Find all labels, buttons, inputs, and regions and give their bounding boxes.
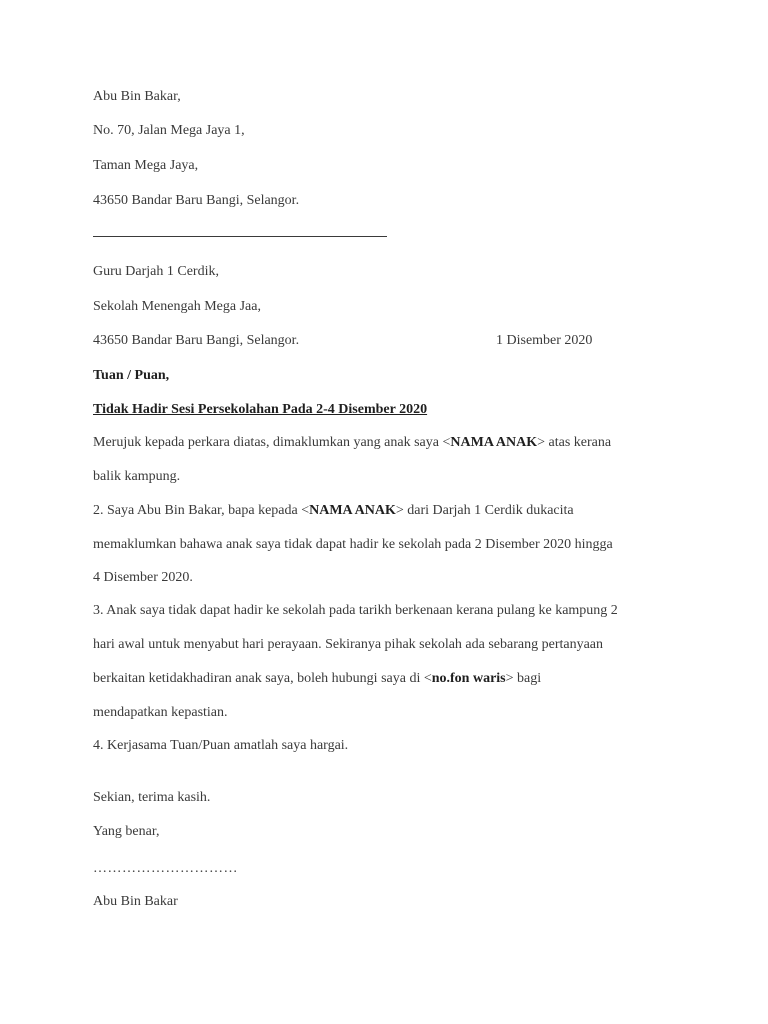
separator-line [93,236,387,237]
sender-address-line-1: No. 70, Jalan Mega Jaya 1, [93,123,245,138]
guardian-phone-placeholder: no.fon waris [431,671,506,686]
signature-line: ………………………… [93,861,238,876]
signer-name: Abu Bin Bakar [93,894,178,909]
recipient-line-2: Sekolah Menengah Mega Jaa, [93,299,261,314]
paragraph-1-line-2: balik kampung. [93,469,181,484]
sender-address-line-3: 43650 Bandar Baru Bangi, Selangor. [93,193,300,208]
closing-yours: Yang benar, [93,824,160,839]
paragraph-1-line-1: Merujuk kepada perkara diatas, dimaklumkan yang anak saya <NAMA ANAK> atas kerana [93,435,612,450]
sender-address-line-2: Taman Mega Jaya, [93,158,199,173]
recipient-line-3: 43650 Bandar Baru Bangi, Selangor. [93,333,300,348]
letter-date: 1 Disember 2020 [496,333,593,348]
paragraph-4: 4. Kerjasama Tuan/Puan amatlah saya hargai. [93,738,349,753]
paragraph-3-line-1: 3. Anak saya tidak dapat hadir ke sekolah pada tarikh berkenaan kerana pulang ke kampung 2 [93,603,618,618]
salutation: Tuan / Puan, [93,368,170,383]
paragraph-3-line-3: berkaitan ketidakhadiran anak saya, boleh hubungi saya di <no.fon waris> bagi [93,671,542,686]
paragraph-3-line-4: mendapatkan kepastian. [93,705,228,720]
sender-name: Abu Bin Bakar, [93,89,181,104]
child-name-placeholder: NAMA ANAK [309,503,396,518]
paragraph-2-line-2: memaklumkan bahawa anak saya tidak dapat hadir ke sekolah pada 2 Disember 2020 hingga [93,537,613,552]
paragraph-2-line-3: 4 Disember 2020. [93,570,193,585]
subject-heading: Tidak Hadir Sesi Persekolahan Pada 2-4 Disember 2020 [93,402,428,417]
paragraph-3-line-2: hari awal untuk menyabut hari perayaan. Sekiranya pihak sekolah ada sebarang pertanyaan [93,637,604,652]
closing-thanks: Sekian, terima kasih. [93,790,211,805]
recipient-line-1: Guru Darjah 1 Cerdik, [93,264,219,279]
child-name-placeholder: NAMA ANAK [450,435,538,450]
paragraph-2-line-1: 2. Saya Abu Bin Bakar, bapa kepada <NAMA ANAK> dari Darjah 1 Cerdik dukacita [93,503,574,518]
